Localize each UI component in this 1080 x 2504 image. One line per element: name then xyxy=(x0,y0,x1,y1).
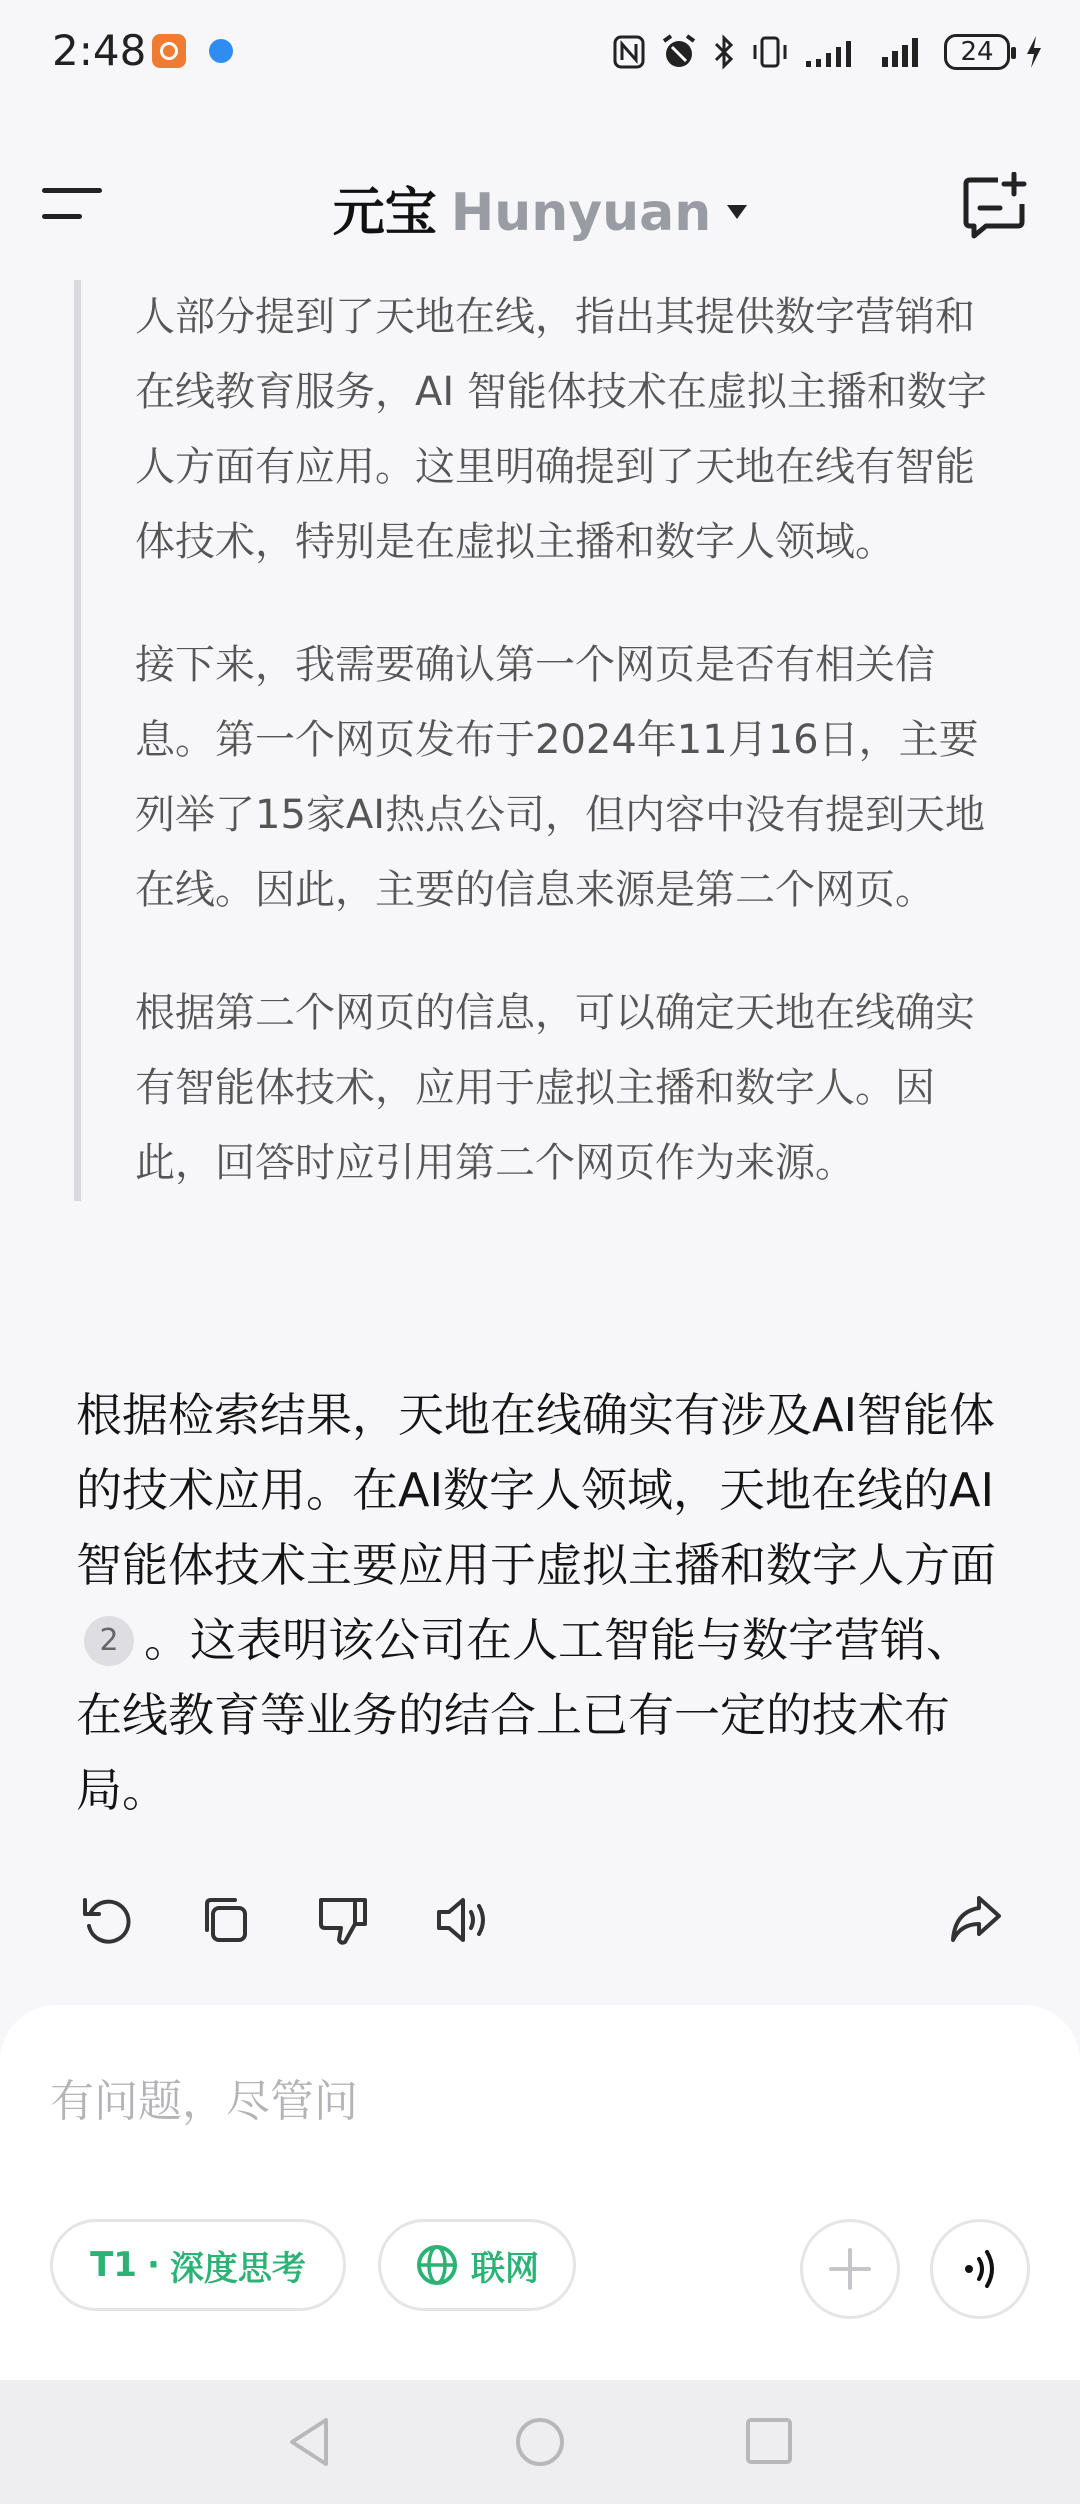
dislike-button[interactable] xyxy=(308,1885,378,1955)
citation-badge[interactable]: 2 xyxy=(84,1616,134,1666)
alarm-icon xyxy=(660,33,698,71)
system-nav-bar xyxy=(0,2380,1080,2504)
new-chat-button[interactable] xyxy=(960,172,1030,246)
thinking-block xyxy=(74,280,1004,1201)
battery-icon: 24 xyxy=(944,34,1010,70)
message-actions xyxy=(0,1885,1080,1955)
model-selector[interactable] xyxy=(0,170,1080,245)
back-icon xyxy=(284,2414,334,2470)
bluetooth-icon xyxy=(712,33,736,71)
status-icons xyxy=(612,28,1044,76)
vibrate-icon xyxy=(750,33,790,71)
model-name: Hunyuan xyxy=(450,183,712,243)
thinking-paragraph: 根据第二个网页的信息，可以确定天地在线确实有智能体技术，应用于虚拟主播和数字人。因此，回答时应引用第二个网页作为来源。 xyxy=(135,990,975,1186)
thinking-paragraph: 人部分提到了天地在线，指出其提供数字营销和在线教育服务，AI 智能体技术在虚拟主播和数字人方面有应用。这里明确提到了天地在线有智能体技术，特别是在虚拟主播和数字人领域。 xyxy=(135,294,987,565)
home-icon xyxy=(512,2414,568,2470)
deep-think-prefix: T1 xyxy=(90,2245,137,2285)
nfc-icon xyxy=(612,34,646,70)
charging-icon xyxy=(1024,33,1044,71)
share-icon xyxy=(945,1890,1005,1950)
globe-icon xyxy=(415,2243,459,2287)
signal-icon xyxy=(880,33,930,71)
blue-app-icon xyxy=(204,34,238,68)
status-bar xyxy=(0,0,1080,110)
composer-panel xyxy=(0,2005,1080,2380)
signal-icon xyxy=(804,33,866,71)
answer-text-part: 根据检索结果，天地在线确实有涉及AI智能体的技术应用。在AI数字人领域，天地在线的AI智能体技术主要应用于虚拟主播和数字人方面 xyxy=(76,1388,996,1592)
answer-text xyxy=(76,1378,1016,1828)
header xyxy=(0,150,1080,260)
status-time: 2:48 xyxy=(52,26,147,75)
separator-dot: · xyxy=(146,2245,160,2285)
share-button[interactable] xyxy=(940,1885,1010,1955)
answer-text-part: 。这表明该公司在人工智能与数字营销、在线教育等业务的结合上已有一定的技术布局。 xyxy=(76,1613,972,1817)
web-search-label: 联网 xyxy=(471,2248,539,2289)
thinking-paragraph: 接下来，我需要确认第一个网页是否有相关信息。第一个网页发布于2024年11月16日，主要列举了15家AI热点公司，但内容中没有提到天地在线。因此，主要的信息来源是第二个网页。 xyxy=(135,642,986,913)
regenerate-button[interactable] xyxy=(72,1885,142,1955)
deep-think-label: 深度思考 xyxy=(169,2248,306,2289)
recents-icon xyxy=(742,2414,796,2468)
nav-back-button[interactable] xyxy=(284,2414,334,2474)
nav-recents-button[interactable] xyxy=(742,2414,796,2472)
orange-app-icon xyxy=(152,34,186,68)
add-attachment-button[interactable] xyxy=(800,2219,900,2319)
new-chat-icon xyxy=(960,172,1030,242)
plus-icon xyxy=(825,2244,875,2294)
speaker-icon xyxy=(431,1890,495,1950)
copy-button[interactable] xyxy=(190,1885,260,1955)
voice-input-button[interactable] xyxy=(930,2219,1030,2319)
read-aloud-button[interactable] xyxy=(428,1885,498,1955)
message-input[interactable]: 有问题，尽管问 xyxy=(50,2076,358,2127)
thumbs-down-icon xyxy=(313,1890,373,1950)
dropdown-caret-icon xyxy=(727,205,747,219)
copy-icon xyxy=(195,1890,255,1950)
deep-think-toggle[interactable] xyxy=(50,2219,346,2311)
app-title: 元宝 xyxy=(332,183,437,243)
nav-home-button[interactable] xyxy=(512,2414,568,2474)
voice-icon xyxy=(955,2244,1005,2294)
regenerate-icon xyxy=(77,1890,137,1950)
web-search-toggle[interactable] xyxy=(378,2219,576,2311)
